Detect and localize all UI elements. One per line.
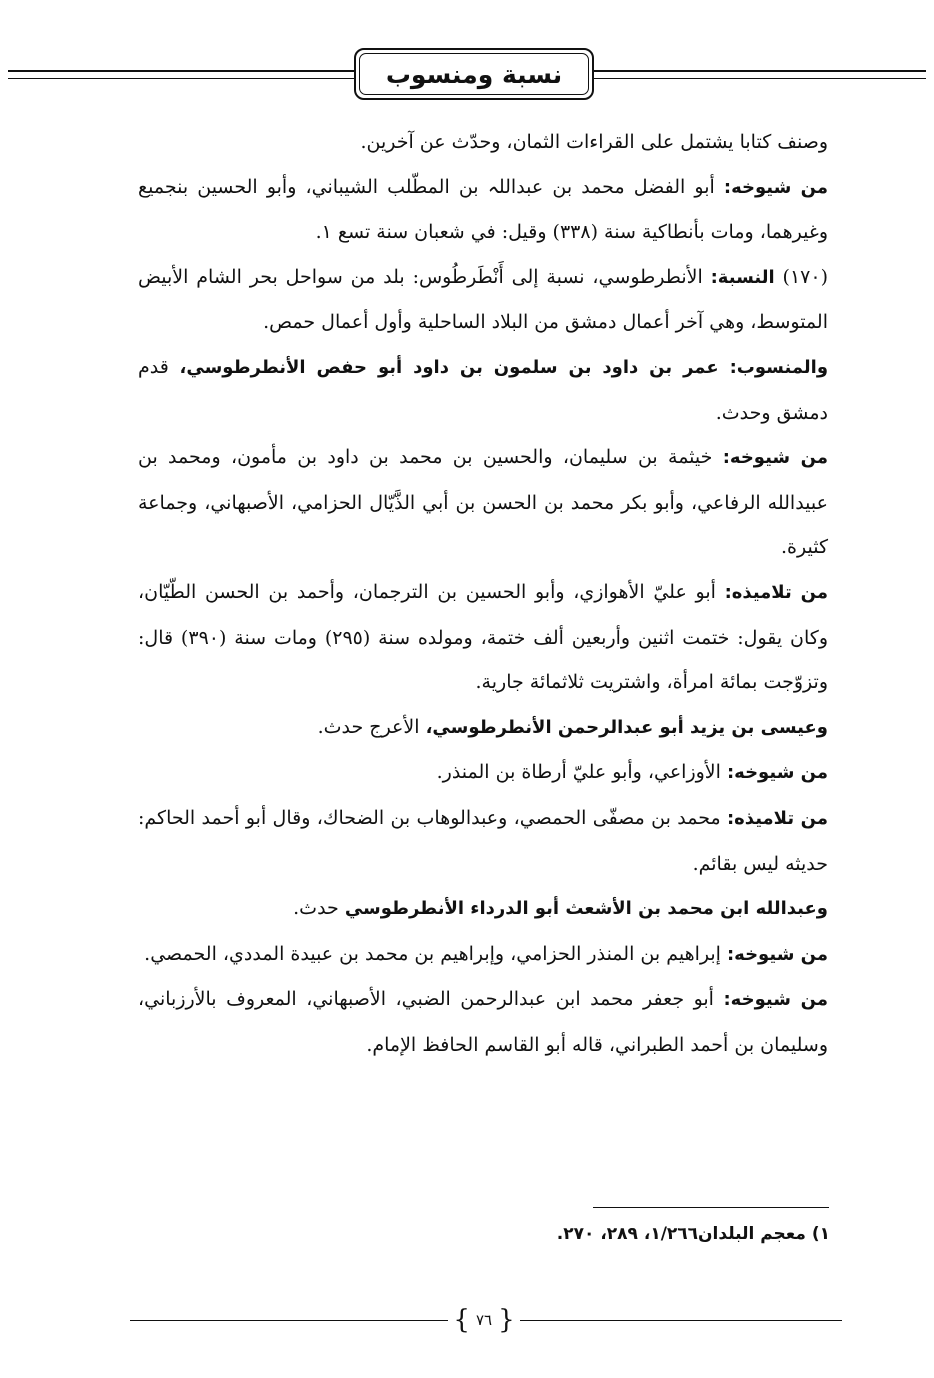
header-frame xyxy=(354,48,594,100)
paragraph: (١٧٠) النسبة: الأنطرطوسي، نسبة إلى أَنْطَرطُوس: بلد من سواحل بحر الشام الأبيض المتوسط، وهي آخر أعمال دمشق من البلاد الساحلية وأول أعمال حمص. xyxy=(138,265,829,334)
entry-label: من شيوخه: xyxy=(722,447,829,469)
paragraph: والمنسوب: عمر بن داود بن سلمون بن داود أبو حفص الأنطرطوسي، قدم دمشق وحدث. xyxy=(138,355,829,424)
entry-label: من تلاميذه: xyxy=(724,581,829,603)
entry-label: من شيوخه: xyxy=(723,176,828,198)
page-number-frame xyxy=(448,1303,520,1337)
paragraph: من تلاميذه: محمد بن مصفّى الحمصي، وعبدالوهاب بن الضحاك، وقال أبو أحمد الحاكم: حديثه ليس بقائم. xyxy=(138,806,829,875)
footnote-rule xyxy=(593,1207,829,1208)
entry-label: وعيسى بن يزيد أبو عبدالرحمن الأنطرطوسي، xyxy=(425,716,828,738)
paragraph: وصنف كتابا يشتمل على القراءات الثمان، وحدّث عن آخرين. xyxy=(360,131,828,153)
entry-label: من شيوخه: xyxy=(723,989,828,1011)
paragraph: من تلاميذه: أبو عليّ الأهوازي، وأبو الحسين بن الترجمان، وأحمد بن الحسن الطّيّان، وكان يقول: ختمت اثنين وأربعين ألف ختمة، ومولده سنة (٢٩٥) ومات سنة (٣٩٠) قال: وتزوّجت بمائة امرأة، واشتريت ثلاثمائة جارية. xyxy=(138,580,829,694)
entry-label: وعبدالله ابن محمد بن الأشعث أبو الدرداء الأنطرطوسي xyxy=(344,898,828,920)
paragraph: وعبدالله ابن محمد بن الأشعث أبو الدرداء الأنطرطوسي حدث. xyxy=(293,897,828,920)
paragraph: من شيوخه: خيثمة بن سليمان، والحسين بن محمد بن داود بن مأمون، ومحمد بن عبيدالله الرفاعي، وأبو بكر محمد بن الحسن بن أبي الذَّيّال الحزامي، الأصبهاني، وجماعة كثيرة. xyxy=(138,446,829,559)
paragraph: من شيوخه: الأوزاعي، وأبو عليّ أرطاة بن المنذر. xyxy=(436,761,828,784)
running-title: نسبة ومنسوب xyxy=(359,53,589,95)
entry-number: (١٧٠) xyxy=(774,265,829,288)
paragraph: من شيوخه: أبو الفضل محمد بن عبداللہ بن المطّلب الشيباني، وأبو الحسين بنجميع وغيرهما، ومات بأنطاكية سنة (٣٣٨) وقيل: في شعبان سنة تسع ١. xyxy=(138,175,828,244)
page-number-rule-left xyxy=(130,1320,448,1321)
entry-label: من شيوخه: xyxy=(726,762,828,784)
entry-label: من تلاميذه: xyxy=(726,807,829,829)
entry-label: من شيوخه: xyxy=(726,943,828,965)
brace-left-icon: { xyxy=(453,1305,470,1335)
entry-label: والمنسوب: عمر بن داود بن سلمون بن داود أبو حفص الأنطرطوسي، xyxy=(179,356,829,378)
main-text xyxy=(138,120,828,1067)
paragraph: من شيوخه: أبو جعفر محمد ابن عبدالرحمن الضبي، الأصبهاني، المعروف بالأرزباني، وسليمان بن أحمد الطبراني، قاله أبو القاسم الحافظ الإمام. xyxy=(138,988,828,1056)
footnote: ١) معجم البلدان١/٢٦٦، ٢٨٩، ٢٧٠. xyxy=(556,1224,830,1244)
paragraph: من شيوخه: إبراهيم بن المنذر الحزامي، وإبراهيم بن محمد بن عبيدة المددي، الحمصي. xyxy=(144,942,828,965)
paragraph: وعيسى بن يزيد أبو عبدالرحمن الأنطرطوسي، الأعرج حدث. xyxy=(317,715,828,738)
brace-right-icon: } xyxy=(498,1305,515,1335)
header-rule-left xyxy=(8,70,356,79)
header-rule-right xyxy=(592,70,926,79)
page-number-rule-right xyxy=(520,1320,842,1321)
entry-label: النسبة: xyxy=(710,266,775,288)
page-number: ٧٦ xyxy=(475,1311,493,1329)
